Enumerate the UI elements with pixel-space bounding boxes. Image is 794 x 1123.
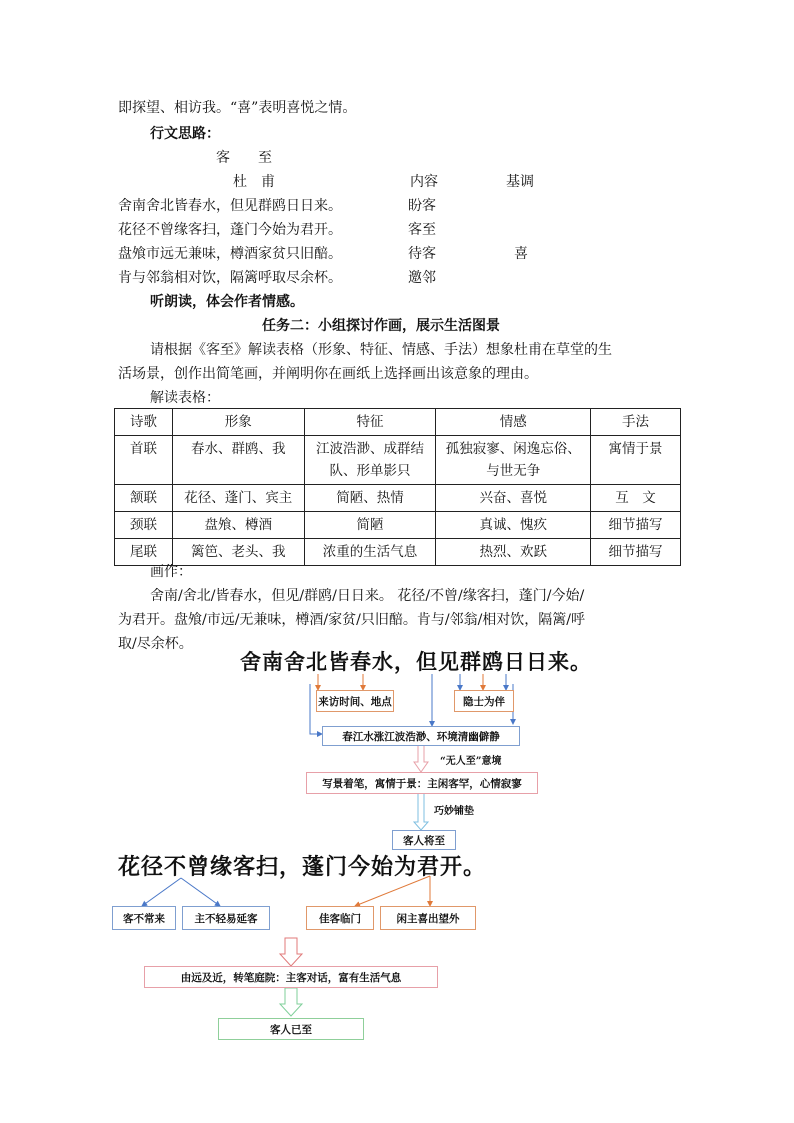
box-guest-arrived: 客人已至 [218,1018,364,1040]
content-4: 邀邻 [408,270,436,286]
table-cell: 盘飧、樽酒 [172,512,304,539]
diagram1-poem: 舍南舍北皆春水，但见群鸥日日来。 [240,649,592,674]
table-label: 解读表格： [150,390,220,406]
poem-line-1: 舍南舍北皆春水，但见群鸥日日来。 [118,198,342,214]
table-cell: 颈联 [115,512,173,539]
tone-value: 喜 [514,246,528,262]
table-cell: 花径、蓬门、宾主 [172,485,304,512]
poem-line-3: 盘飧市远无兼味，樽酒家贫只旧醅。 [118,246,342,262]
poem-author: 杜 甫 [233,174,275,190]
table-cell: 颔联 [115,485,173,512]
drawing-paragraph-3: 取/尽余杯。 [118,636,193,652]
poem-line-4: 肯与邻翁相对饮，隔篱呼取尽余杯。 [118,270,342,286]
box-guest-arrives: 佳客临门 [306,906,374,930]
table-cell: 首联 [115,436,173,485]
table-cell: 细节描写 [591,539,681,566]
th-technique: 手法 [591,409,681,436]
diagram2-poem: 花径不曾缘客扫，蓬门今始为君开。 [118,854,487,880]
table-cell: 江波浩渺、成群结队、形单影只 [304,436,436,485]
content-3: 待客 [408,246,436,262]
column-content: 内容 [410,174,438,190]
box-host-reluctant: 主不轻易延客 [182,906,270,930]
table-cell: 浓重的生活气息 [304,539,436,566]
drawing-paragraph-2: 为君开。盘飧/市远/无兼味，樽酒/家贫/只旧醅。肯与/邻翁/相对饮，隔篱/呼 [118,612,586,628]
table-cell: 真诚、愧疚 [436,512,591,539]
drawing-paragraph-1: 舍南/舍北/皆春水，但见/群鸥/日日来。 花径/不曾/缘客扫，蓬门/今始/ [150,588,585,604]
task2-paragraph-2: 活场景，创作出简笔画，并阐明你在画纸上选择画出该意象的理由。 [118,366,538,382]
intro-line: 即探望、相访我。“喜”表明喜悦之情。 [118,100,357,116]
table-cell: 细节描写 [591,512,681,539]
column-tone: 基调 [506,174,534,190]
th-emotion: 情感 [436,409,591,436]
table-cell: 尾联 [115,539,173,566]
box-courtyard: 由远及近，转笔庭院：主客对话，富有生活气息 [144,966,438,988]
task2-paragraph: 请根据《客至》解读表格（形象、特征、情感、手法）想象杜甫在草堂的生 [150,342,612,358]
content-1: 盼客 [408,198,436,214]
box-scene: 春江水涨江波浩渺、环境清幽僻静 [322,726,520,746]
box-feeling: 写景着笔，寓情于景：主闲客罕，心情寂寥 [306,772,538,794]
box-guest-rare: 客不常来 [112,906,176,930]
poem-line-2: 花径不曾缘客扫，蓬门今始为君开。 [118,222,342,238]
table-cell: 篱笆、老头、我 [172,539,304,566]
box-guest-coming: 客人将至 [392,830,456,850]
table-cell: 春水、群鸥、我 [172,436,304,485]
table-cell: 寓情于景 [591,436,681,485]
box-host-delighted: 闲主喜出望外 [380,906,476,930]
task2-title: 任务二：小组探讨作画，展示生活图景 [262,318,500,334]
th-poem: 诗歌 [115,409,173,436]
listen-line: 听朗读，体会作者情感。 [150,294,304,310]
th-feature: 特征 [304,409,436,436]
table-cell: 简陋 [304,512,436,539]
thought-heading: 行文思路： [150,126,220,142]
table-cell: 孤独寂寥、闲逸忘俗、与世无争 [436,436,591,485]
note-no-one: “无人至”意境 [440,756,502,767]
note-setup: 巧妙铺垫 [434,806,474,817]
th-image: 形象 [172,409,304,436]
content-2: 客至 [408,222,436,238]
drawing-label: 画作： [150,564,192,580]
table-cell: 热烈、欢跃 [436,539,591,566]
box-hermit: 隐士为伴 [454,690,514,712]
poem-title: 客 至 [216,150,272,166]
table-cell: 互 文 [591,485,681,512]
table-cell: 简陋、热情 [304,485,436,512]
box-visit-time: 来访时间、地点 [316,690,394,712]
table-cell: 兴奋、喜悦 [436,485,591,512]
